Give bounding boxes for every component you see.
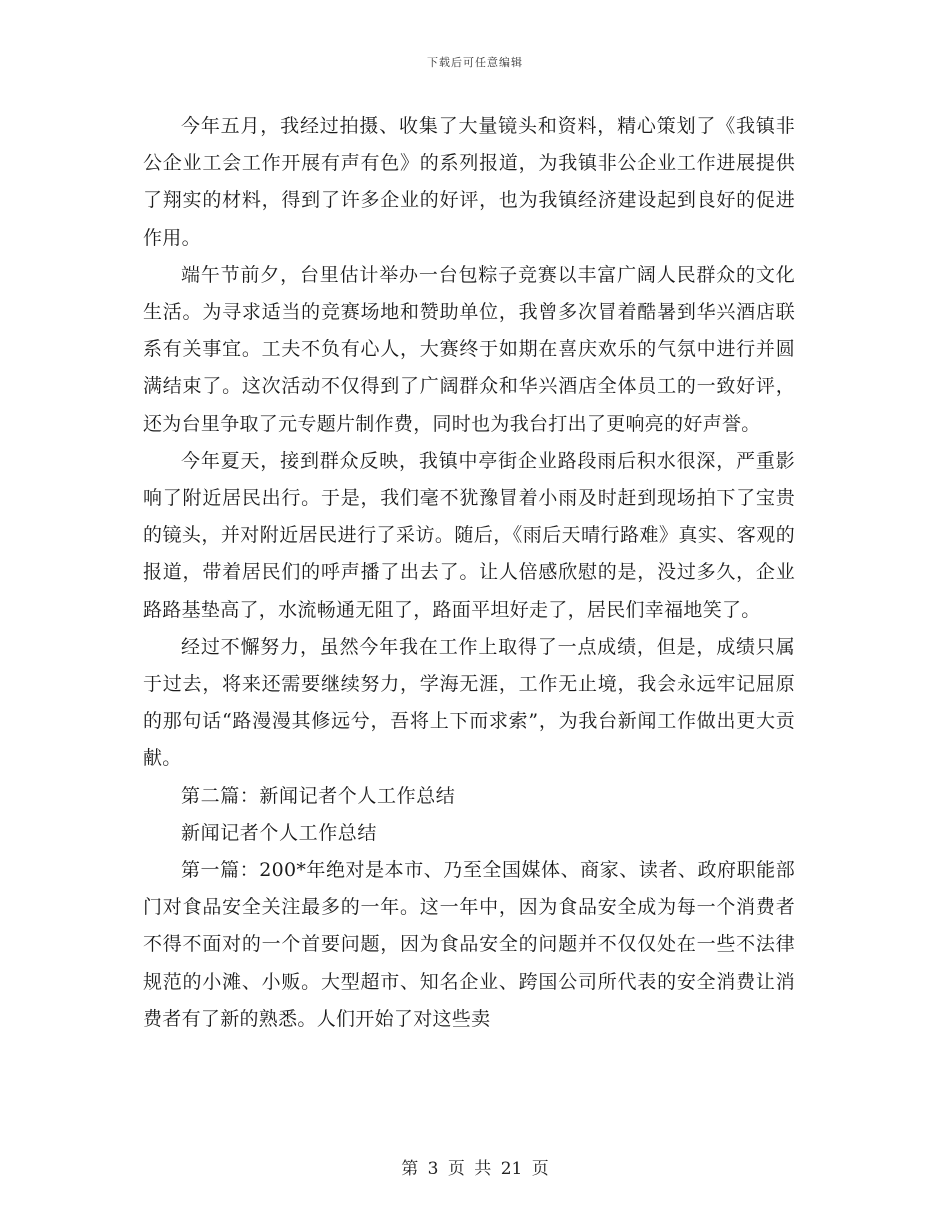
paragraph-3: 今年夏天，接到群众反映，我镇中亭街企业路段雨后积水很深，严重影响了附近居民出行。于是，我们毫不犹豫冒着小雨及时赶到现场拍下了宝贵的镜头，并对附近居民进行了采访。随后，《雨后天晴行路难》真实、客观的报道，带着居民们的呼声播了出去了。让人倍感欣慰的是，没过多久，企业路路基垫高了，水流畅通无阻了，路面平坦好走了，居民们幸福地笑了。 [143,449,795,621]
section-heading: 第二篇：新闻记者个人工作总结 [181,784,456,807]
paragraph-2: 端午节前夕，台里估计举办一台包粽子竞赛以丰富广阔人民群众的文化生活。为寻求适当的竞赛场地和赞助单位，我曾多次冒着酷暑到华兴酒店联系有关事宜。工夫不负有心人，大赛终于如期在喜庆欢乐的气氛中进行并圆满结束了。这次活动不仅得到了广阔群众和华兴酒店全体员工的一致好评，还为台里争取了元专题片制作费，同时也为我台打出了更响亮的好声誉。 [143,263,795,435]
section-subheading: 新闻记者个人工作总结 [181,821,378,844]
paragraph-5: 第一篇：200*年绝对是本市、乃至全国媒体、商家、读者、政府职能部门对食品安全关注最多的一年。这一年中，因为食品安全成为每一个消费者不得不面对的一个首要问题，因为食品安全的问题并不仅仅处在一些不法律规范的小滩、小贩。大型超市、知名企业、跨国公司所代表的安全消费让消费者有了新的熟悉。人们开始了对这些卖 [143,859,795,1030]
paragraph-1: 今年五月，我经过拍摄、收集了大量镜头和资料，精心策划了《我镇非公企业工会工作开展有声有色》的系列报道，为我镇非公企业工作进展提供了翔实的材料，得到了许多企业的好评，也为我镇经济建设起到良好的促进作用。 [143,115,795,249]
document-body [143,108,795,1038]
page-number: 第 3 页 共 21 页 [401,1159,549,1179]
header-note: 下载后可任意编辑 [427,56,523,69]
paragraph-4: 经过不懈努力，虽然今年我在工作上取得了一点成绩，但是，成绩只属于过去，将来还需要继续努力，学海无涯，工作无止境，我会永远牢记屈原的那句话“路漫漫其修远兮，吾将上下而求索”，为我台新闻工作做出更大贡献。 [143,635,795,770]
